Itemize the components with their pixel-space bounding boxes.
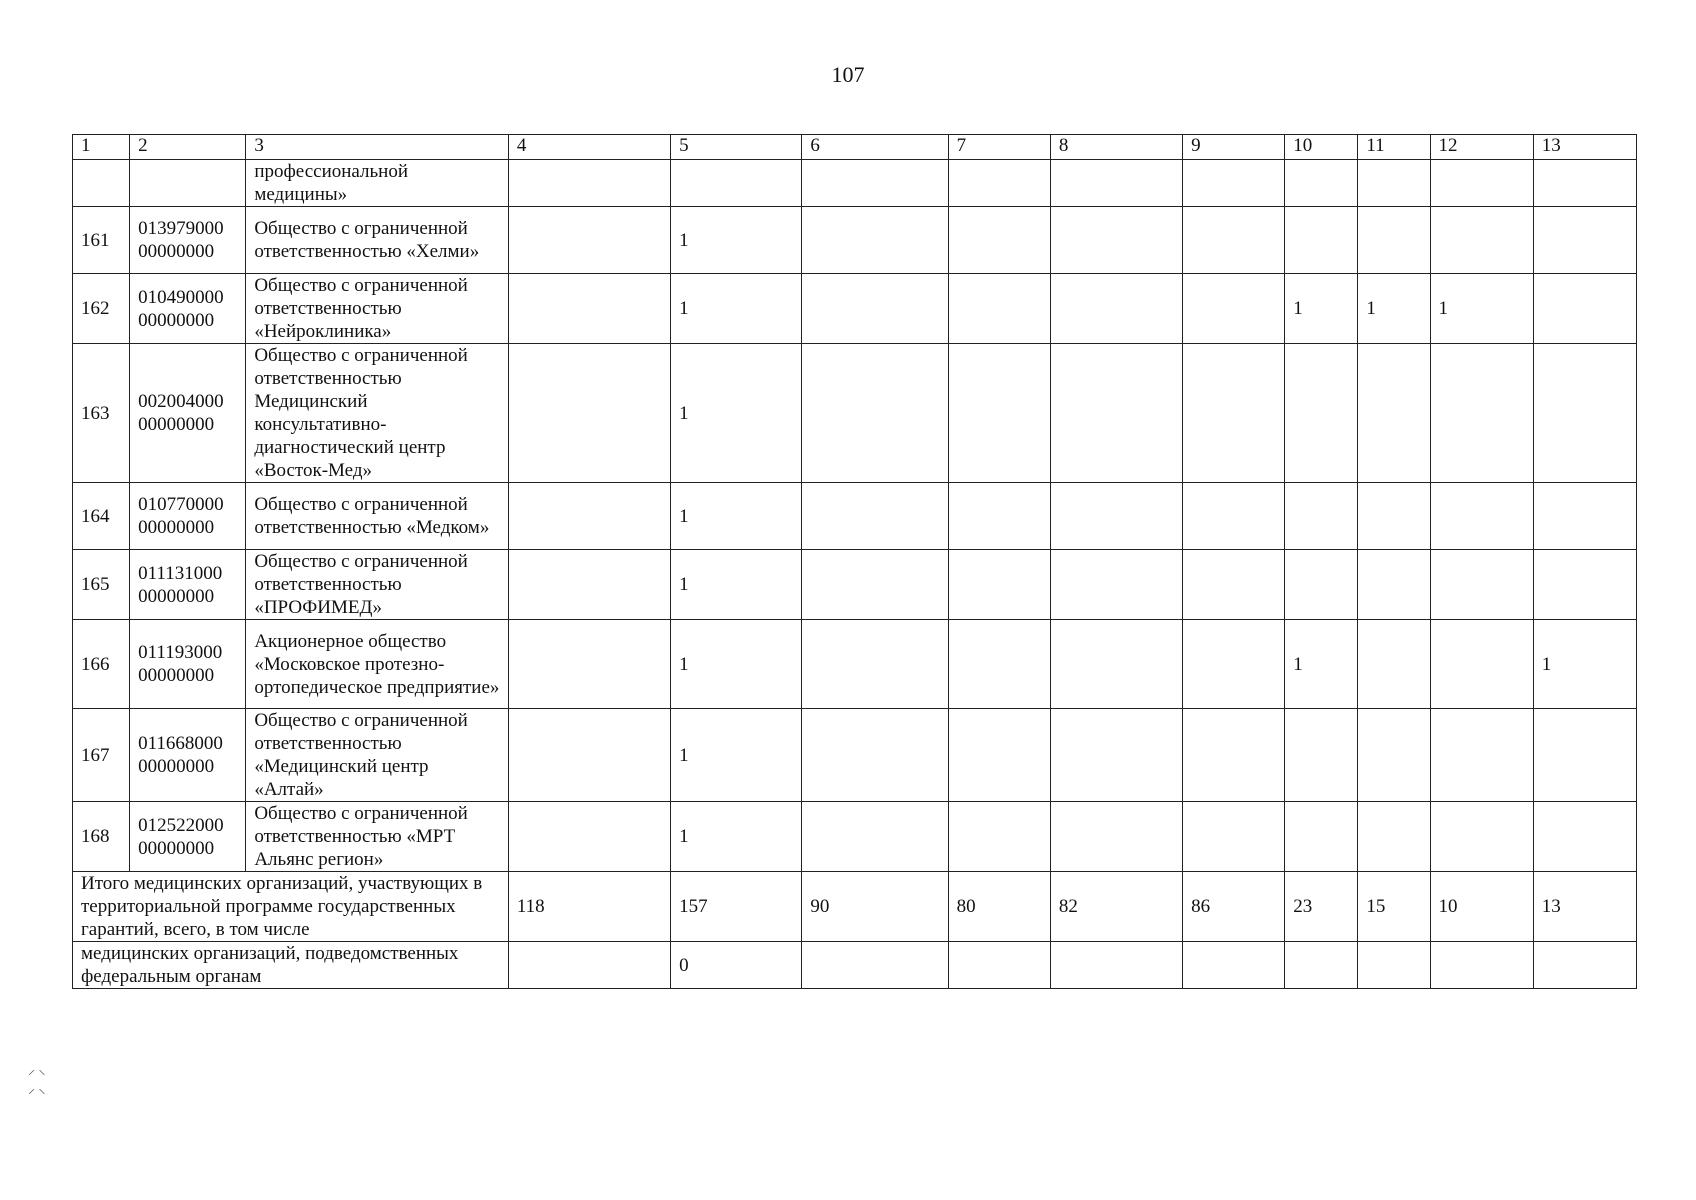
- value-cell: [948, 709, 1050, 802]
- column-header: 2: [130, 135, 246, 160]
- organization-code: 010490000 00000000: [138, 286, 224, 331]
- organization-name-cell: Общество с ограниченной ответственностью «Медицинский центр «Алтай»: [246, 709, 509, 802]
- value-cell: 1: [671, 620, 802, 709]
- organizations-table: [72, 134, 1637, 989]
- empty-cell: [1050, 942, 1182, 989]
- empty-cell: [1285, 160, 1358, 207]
- organization-name-cell: Общество с ограниченной ответственностью «ПРОФИМЕД»: [246, 550, 509, 620]
- table-row: [73, 207, 1637, 274]
- value-cell: [802, 709, 948, 802]
- value-cell: [1183, 550, 1285, 620]
- value-cell: [802, 620, 948, 709]
- value-cell: 1: [1533, 620, 1636, 709]
- value-cell: [802, 483, 948, 550]
- value-cell: [1285, 550, 1358, 620]
- value-cell: [948, 550, 1050, 620]
- row-number-cell: 166: [73, 620, 130, 709]
- column-header: 3: [246, 135, 509, 160]
- value-cell: 1: [671, 709, 802, 802]
- value-cell: [508, 709, 670, 802]
- value-cell: [1183, 483, 1285, 550]
- empty-cell: [1533, 942, 1636, 989]
- value-cell: 1: [1430, 274, 1533, 344]
- value-cell: [1050, 550, 1182, 620]
- value-cell: [508, 207, 670, 274]
- code-cell: [130, 344, 246, 483]
- value-cell: [948, 207, 1050, 274]
- column-header: 5: [671, 135, 802, 160]
- value-cell: 1: [671, 802, 802, 872]
- table-row: [73, 344, 1637, 483]
- organization-name-cell: Акционерное общество «Московское протезно-ортопедическое предприятие»: [246, 620, 509, 709]
- value-cell: [1358, 802, 1430, 872]
- value-cell: [1430, 550, 1533, 620]
- value-cell: [948, 274, 1050, 344]
- value-cell: [508, 274, 670, 344]
- value-cell: [1430, 620, 1533, 709]
- empty-cell: [1285, 942, 1358, 989]
- code-cell: [130, 207, 246, 274]
- row-number-cell: 163: [73, 344, 130, 483]
- organization-name-cell: Общество с ограниченной ответственностью «Хелми»: [246, 207, 509, 274]
- value-cell: [1050, 620, 1182, 709]
- value-cell: [1050, 483, 1182, 550]
- value-cell: [1050, 207, 1182, 274]
- organization-code: 010770000 00000000: [138, 494, 224, 538]
- empty-cell: [130, 160, 246, 207]
- value-cell: 1: [671, 483, 802, 550]
- value-cell: 1: [1285, 274, 1358, 344]
- value-cell: [1285, 344, 1358, 483]
- organization-name-cell: Общество с ограниченной ответственностью Медицинский консультативно-диагностический центр «Восток-Мед»: [246, 344, 509, 483]
- value-cell: [1358, 709, 1430, 802]
- value-cell: [1533, 550, 1636, 620]
- code-cell: [130, 802, 246, 872]
- organization-name-cell: профессиональной медицины»: [246, 160, 509, 207]
- total-value-cell: 13: [1533, 872, 1636, 942]
- total-label-cell: Итого медицинских организаций, участвующих в территориальной программе государственных гарантий, всего, в том числе: [73, 872, 509, 942]
- value-cell: [1533, 274, 1636, 344]
- code-cell: [130, 620, 246, 709]
- table-row: [73, 550, 1637, 620]
- row-number-cell: 164: [73, 483, 130, 550]
- column-header: 13: [1533, 135, 1636, 160]
- value-cell: [1430, 207, 1533, 274]
- empty-cell: [948, 160, 1050, 207]
- value-cell: 1: [671, 550, 802, 620]
- value-cell: [1358, 483, 1430, 550]
- empty-cell: [671, 160, 802, 207]
- empty-cell: [1430, 942, 1533, 989]
- empty-cell: [508, 160, 670, 207]
- value-cell: [1533, 344, 1636, 483]
- value-cell: [948, 620, 1050, 709]
- column-header: 11: [1358, 135, 1430, 160]
- value-cell: [1183, 344, 1285, 483]
- value-cell: [1533, 207, 1636, 274]
- value-cell: [508, 550, 670, 620]
- code-cell: [130, 550, 246, 620]
- value-cell: [1050, 802, 1182, 872]
- value-cell: [1533, 483, 1636, 550]
- total-value-cell: 23: [1285, 872, 1358, 942]
- value-cell: [508, 483, 670, 550]
- value-cell: [1050, 709, 1182, 802]
- row-number-cell: 165: [73, 550, 130, 620]
- organization-code: 011668000 00000000: [138, 733, 223, 777]
- empty-cell: [948, 942, 1050, 989]
- total-value-cell: 10: [1430, 872, 1533, 942]
- value-cell: 1: [671, 207, 802, 274]
- value-cell: [1285, 709, 1358, 802]
- table-row: [73, 709, 1637, 802]
- row-number-cell: 168: [73, 802, 130, 872]
- row-number-cell: 162: [73, 274, 130, 344]
- organization-code: 013979000 00000000: [138, 218, 224, 262]
- empty-cell: [508, 942, 670, 989]
- value-cell: [802, 344, 948, 483]
- value-cell: [1358, 620, 1430, 709]
- scan-marks: ⸝ ⸜ ⸝ ⸜: [28, 1063, 46, 1097]
- total-value-cell: 86: [1183, 872, 1285, 942]
- value-cell: [1285, 802, 1358, 872]
- value-cell: [508, 620, 670, 709]
- table-row: [73, 274, 1637, 344]
- column-header: 6: [802, 135, 948, 160]
- organization-code: 002004000 00000000: [138, 391, 224, 435]
- total-value-cell: 80: [948, 872, 1050, 942]
- value-cell: [802, 802, 948, 872]
- value-cell: [1358, 344, 1430, 483]
- organization-code: 011131000 00000000: [138, 562, 223, 607]
- code-cell: [130, 274, 246, 344]
- value-cell: [508, 344, 670, 483]
- column-header: 10: [1285, 135, 1358, 160]
- page-number: 107: [831, 62, 865, 87]
- organization-name-cell: Общество с ограниченной ответственностью «Медком»: [246, 483, 509, 550]
- column-header: 9: [1183, 135, 1285, 160]
- empty-cell: [1358, 942, 1430, 989]
- total-value-cell: 82: [1050, 872, 1182, 942]
- value-cell: [1358, 207, 1430, 274]
- continuation-row: [73, 160, 1637, 207]
- value-cell: [1285, 483, 1358, 550]
- table-row: [73, 802, 1637, 872]
- value-cell: 1: [1358, 274, 1430, 344]
- value-cell: [1183, 274, 1285, 344]
- table-row: [73, 483, 1637, 550]
- value-cell: [1430, 709, 1533, 802]
- value-cell: [1285, 207, 1358, 274]
- value-cell: [1533, 802, 1636, 872]
- empty-cell: [1358, 160, 1430, 207]
- code-cell: [130, 709, 246, 802]
- organization-name-cell: Общество с ограниченной ответственностью «Нейроклиника»: [246, 274, 509, 344]
- organization-code: 011193000 00000000: [138, 642, 223, 686]
- column-header: 7: [948, 135, 1050, 160]
- value-cell: [1430, 483, 1533, 550]
- value-cell: 1: [671, 344, 802, 483]
- value-cell: 1: [671, 274, 802, 344]
- federal-row: [73, 942, 1637, 989]
- value-cell: [948, 483, 1050, 550]
- header-row: [73, 135, 1637, 160]
- federal-value-cell: 0: [671, 942, 802, 989]
- value-cell: [1183, 620, 1285, 709]
- value-cell: 1: [1285, 620, 1358, 709]
- value-cell: [948, 802, 1050, 872]
- value-cell: [1183, 709, 1285, 802]
- column-header: 12: [1430, 135, 1533, 160]
- total-row: [73, 872, 1637, 942]
- organization-code: 012522000 00000000: [138, 814, 224, 859]
- organization-name-cell: Общество с ограниченной ответственностью «МРТ Альянс регион»: [246, 802, 509, 872]
- empty-cell: [1430, 160, 1533, 207]
- empty-cell: [802, 160, 948, 207]
- empty-cell: [1183, 160, 1285, 207]
- empty-cell: [802, 942, 948, 989]
- value-cell: [802, 207, 948, 274]
- value-cell: [1050, 274, 1182, 344]
- value-cell: [1430, 344, 1533, 483]
- value-cell: [802, 274, 948, 344]
- total-value-cell: 157: [671, 872, 802, 942]
- value-cell: [508, 802, 670, 872]
- value-cell: [802, 550, 948, 620]
- value-cell: [1183, 802, 1285, 872]
- code-cell: [130, 483, 246, 550]
- total-value-cell: 15: [1358, 872, 1430, 942]
- value-cell: [1358, 550, 1430, 620]
- column-header: 4: [508, 135, 670, 160]
- total-value-cell: 90: [802, 872, 948, 942]
- row-number-cell: 167: [73, 709, 130, 802]
- empty-cell: [1050, 160, 1182, 207]
- federal-label-cell: медицинских организаций, подведомственных федеральным органам: [73, 942, 509, 989]
- total-value-cell: 118: [508, 872, 670, 942]
- empty-cell: [73, 160, 130, 207]
- value-cell: [948, 344, 1050, 483]
- value-cell: [1533, 709, 1636, 802]
- value-cell: [1050, 344, 1182, 483]
- value-cell: [1430, 802, 1533, 872]
- row-number-cell: 161: [73, 207, 130, 274]
- column-header: 1: [73, 135, 130, 160]
- value-cell: [1183, 207, 1285, 274]
- empty-cell: [1183, 942, 1285, 989]
- table-row: [73, 620, 1637, 709]
- empty-cell: [1533, 160, 1636, 207]
- column-header: 8: [1050, 135, 1182, 160]
